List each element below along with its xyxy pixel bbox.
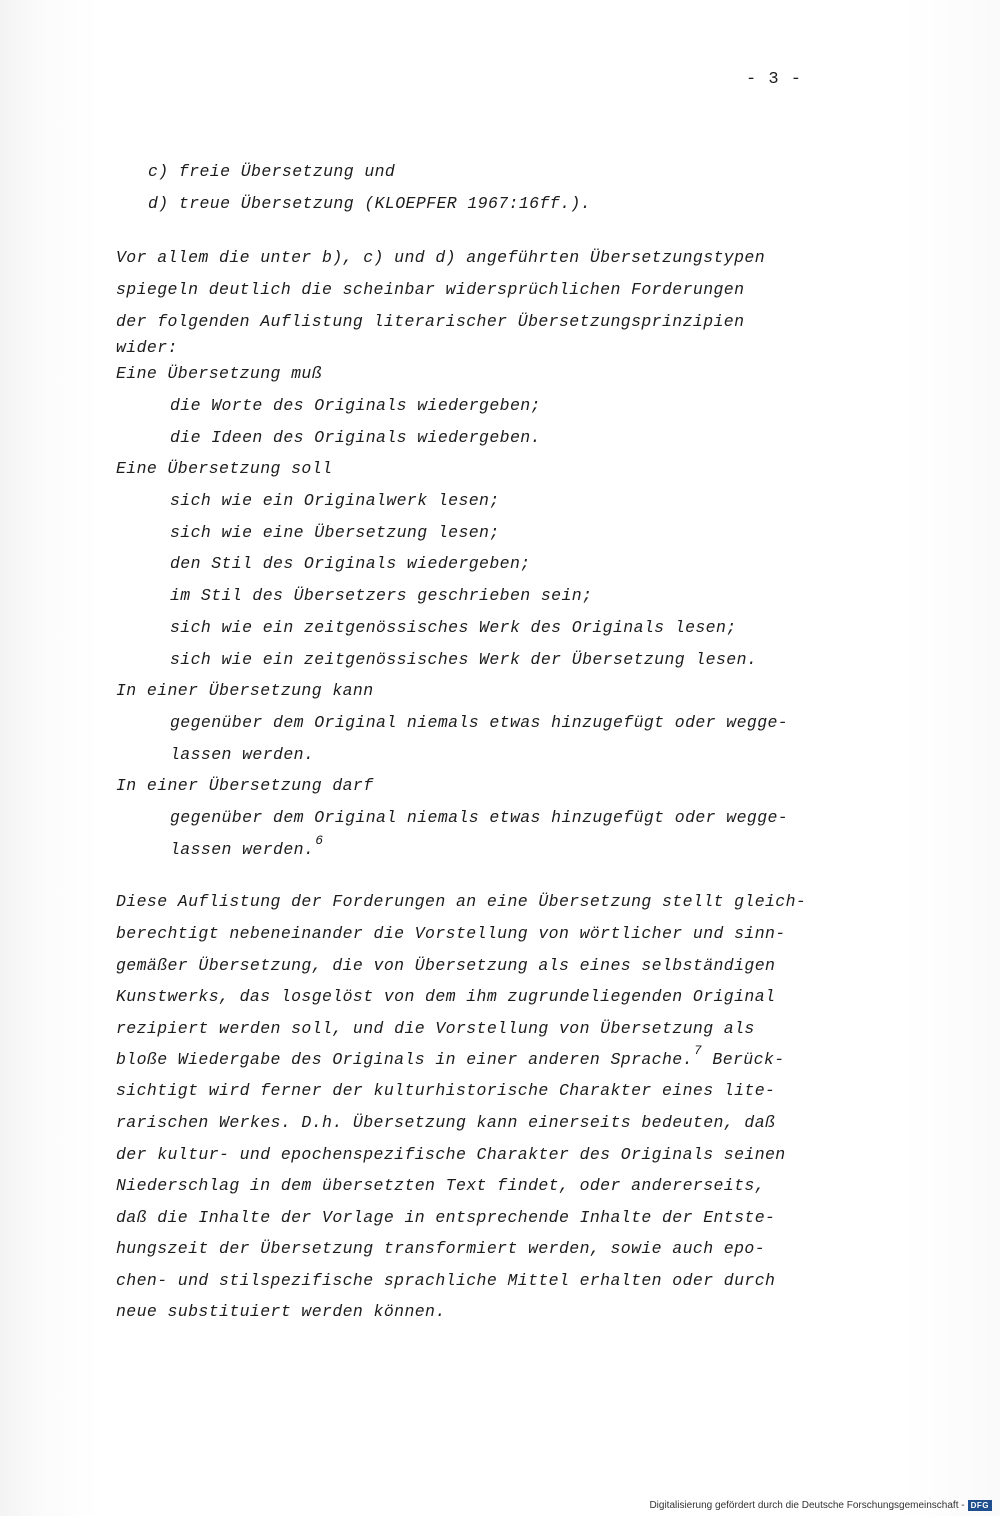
principle-item: im Stil des Übersetzers geschrieben sein; bbox=[170, 586, 593, 605]
principle-item: sich wie ein Originalwerk lesen; bbox=[170, 491, 500, 510]
dfg-logo: DFG bbox=[968, 1500, 992, 1511]
principle-item: gegenüber dem Original niemals etwas hinzugefügt oder wegge- bbox=[170, 808, 789, 827]
paragraph2-line-text: bloße Wiedergabe des Originals in einer anderen Sprache. bbox=[116, 1050, 693, 1069]
paragraph2-line: daß die Inhalte der Vorlage in entsprechende Inhalte der Entste- bbox=[116, 1208, 776, 1227]
principle-heading-muss: Eine Übersetzung muß bbox=[116, 364, 323, 383]
paragraph2-line: der kultur- und epochenspezifische Charakter des Originals seinen bbox=[116, 1145, 786, 1164]
page-number: - 3 - bbox=[746, 70, 803, 89]
paragraph2-line: Niederschlag in dem übersetzten Text findet, oder andererseits, bbox=[116, 1176, 766, 1195]
paragraph1-line: spiegeln deutlich die scheinbar widersprüchlichen Forderungen bbox=[116, 280, 745, 299]
paragraph1-line: der folgenden Auflistung literarischer Übersetzungsprinzipien bbox=[116, 312, 745, 331]
footer-text: Digitalisierung gefördert durch die Deutsche Forschungsgemeinschaft - bbox=[649, 1500, 965, 1511]
paragraph2-line: Diese Auflistung der Forderungen an eine Übersetzung stellt gleich- bbox=[116, 892, 807, 911]
principle-item: sich wie ein zeitgenössisches Werk des Originals lesen; bbox=[170, 618, 737, 637]
paragraph2-line: berechtigt nebeneinander die Vorstellung von wörtlicher und sinn- bbox=[116, 924, 786, 943]
paragraph2-line: hungszeit der Übersetzung transformiert werden, sowie auch epo- bbox=[116, 1239, 766, 1258]
paragraph1-line: Vor allem die unter b), c) und d) angeführten Übersetzungstypen bbox=[116, 248, 766, 267]
list-item-c: c) freie Übersetzung und bbox=[148, 162, 396, 181]
paragraph2-line: Kunstwerks, das losgelöst von dem ihm zugrundeliegenden Original bbox=[116, 987, 776, 1006]
principle-heading-kann: In einer Übersetzung kann bbox=[116, 681, 374, 700]
principle-item: den Stil des Originals wiedergeben; bbox=[170, 554, 531, 573]
paragraph2-line: neue substituiert werden können. bbox=[116, 1302, 446, 1321]
footnote-marker-7: 7 bbox=[693, 1043, 703, 1058]
paragraph2-line-with-footnote bbox=[116, 1043, 785, 1071]
principle-item-text: lassen werden. bbox=[170, 840, 315, 859]
paragraph1-line: wider: bbox=[116, 338, 178, 357]
footnote-marker-6: 6 bbox=[315, 833, 324, 848]
principle-item: sich wie eine Übersetzung lesen; bbox=[170, 523, 500, 542]
principle-heading-darf: In einer Übersetzung darf bbox=[116, 776, 374, 795]
principle-item: lassen werden. bbox=[170, 745, 315, 764]
paragraph2-line: rarischen Werkes. D.h. Übersetzung kann einerseits bedeuten, daß bbox=[116, 1113, 776, 1132]
principle-item: sich wie ein zeitgenössisches Werk der Übersetzung lesen. bbox=[170, 650, 758, 669]
principle-item: die Ideen des Originals wiedergeben. bbox=[170, 428, 541, 447]
paragraph2-line: rezipiert werden soll, und die Vorstellung von Übersetzung als bbox=[116, 1019, 755, 1038]
paragraph2-line: gemäßer Übersetzung, die von Übersetzung als eines selbständigen bbox=[116, 956, 776, 975]
paragraph2-line: sichtigt wird ferner der kulturhistorische Charakter eines lite- bbox=[116, 1081, 776, 1100]
principle-heading-soll: Eine Übersetzung soll bbox=[116, 459, 333, 478]
principle-item: gegenüber dem Original niemals etwas hinzugefügt oder wegge- bbox=[170, 713, 789, 732]
list-item-d: d) treue Übersetzung (KLOEPFER 1967:16ff.). bbox=[148, 194, 591, 213]
paragraph2-line-continuation: Berück- bbox=[702, 1050, 785, 1069]
paragraph2-line: chen- und stilspezifische sprachliche Mittel erhalten oder durch bbox=[116, 1271, 776, 1290]
digitization-footer bbox=[649, 1500, 992, 1511]
principle-item-with-footnote bbox=[170, 833, 324, 861]
principle-item: die Worte des Originals wiedergeben; bbox=[170, 396, 541, 415]
